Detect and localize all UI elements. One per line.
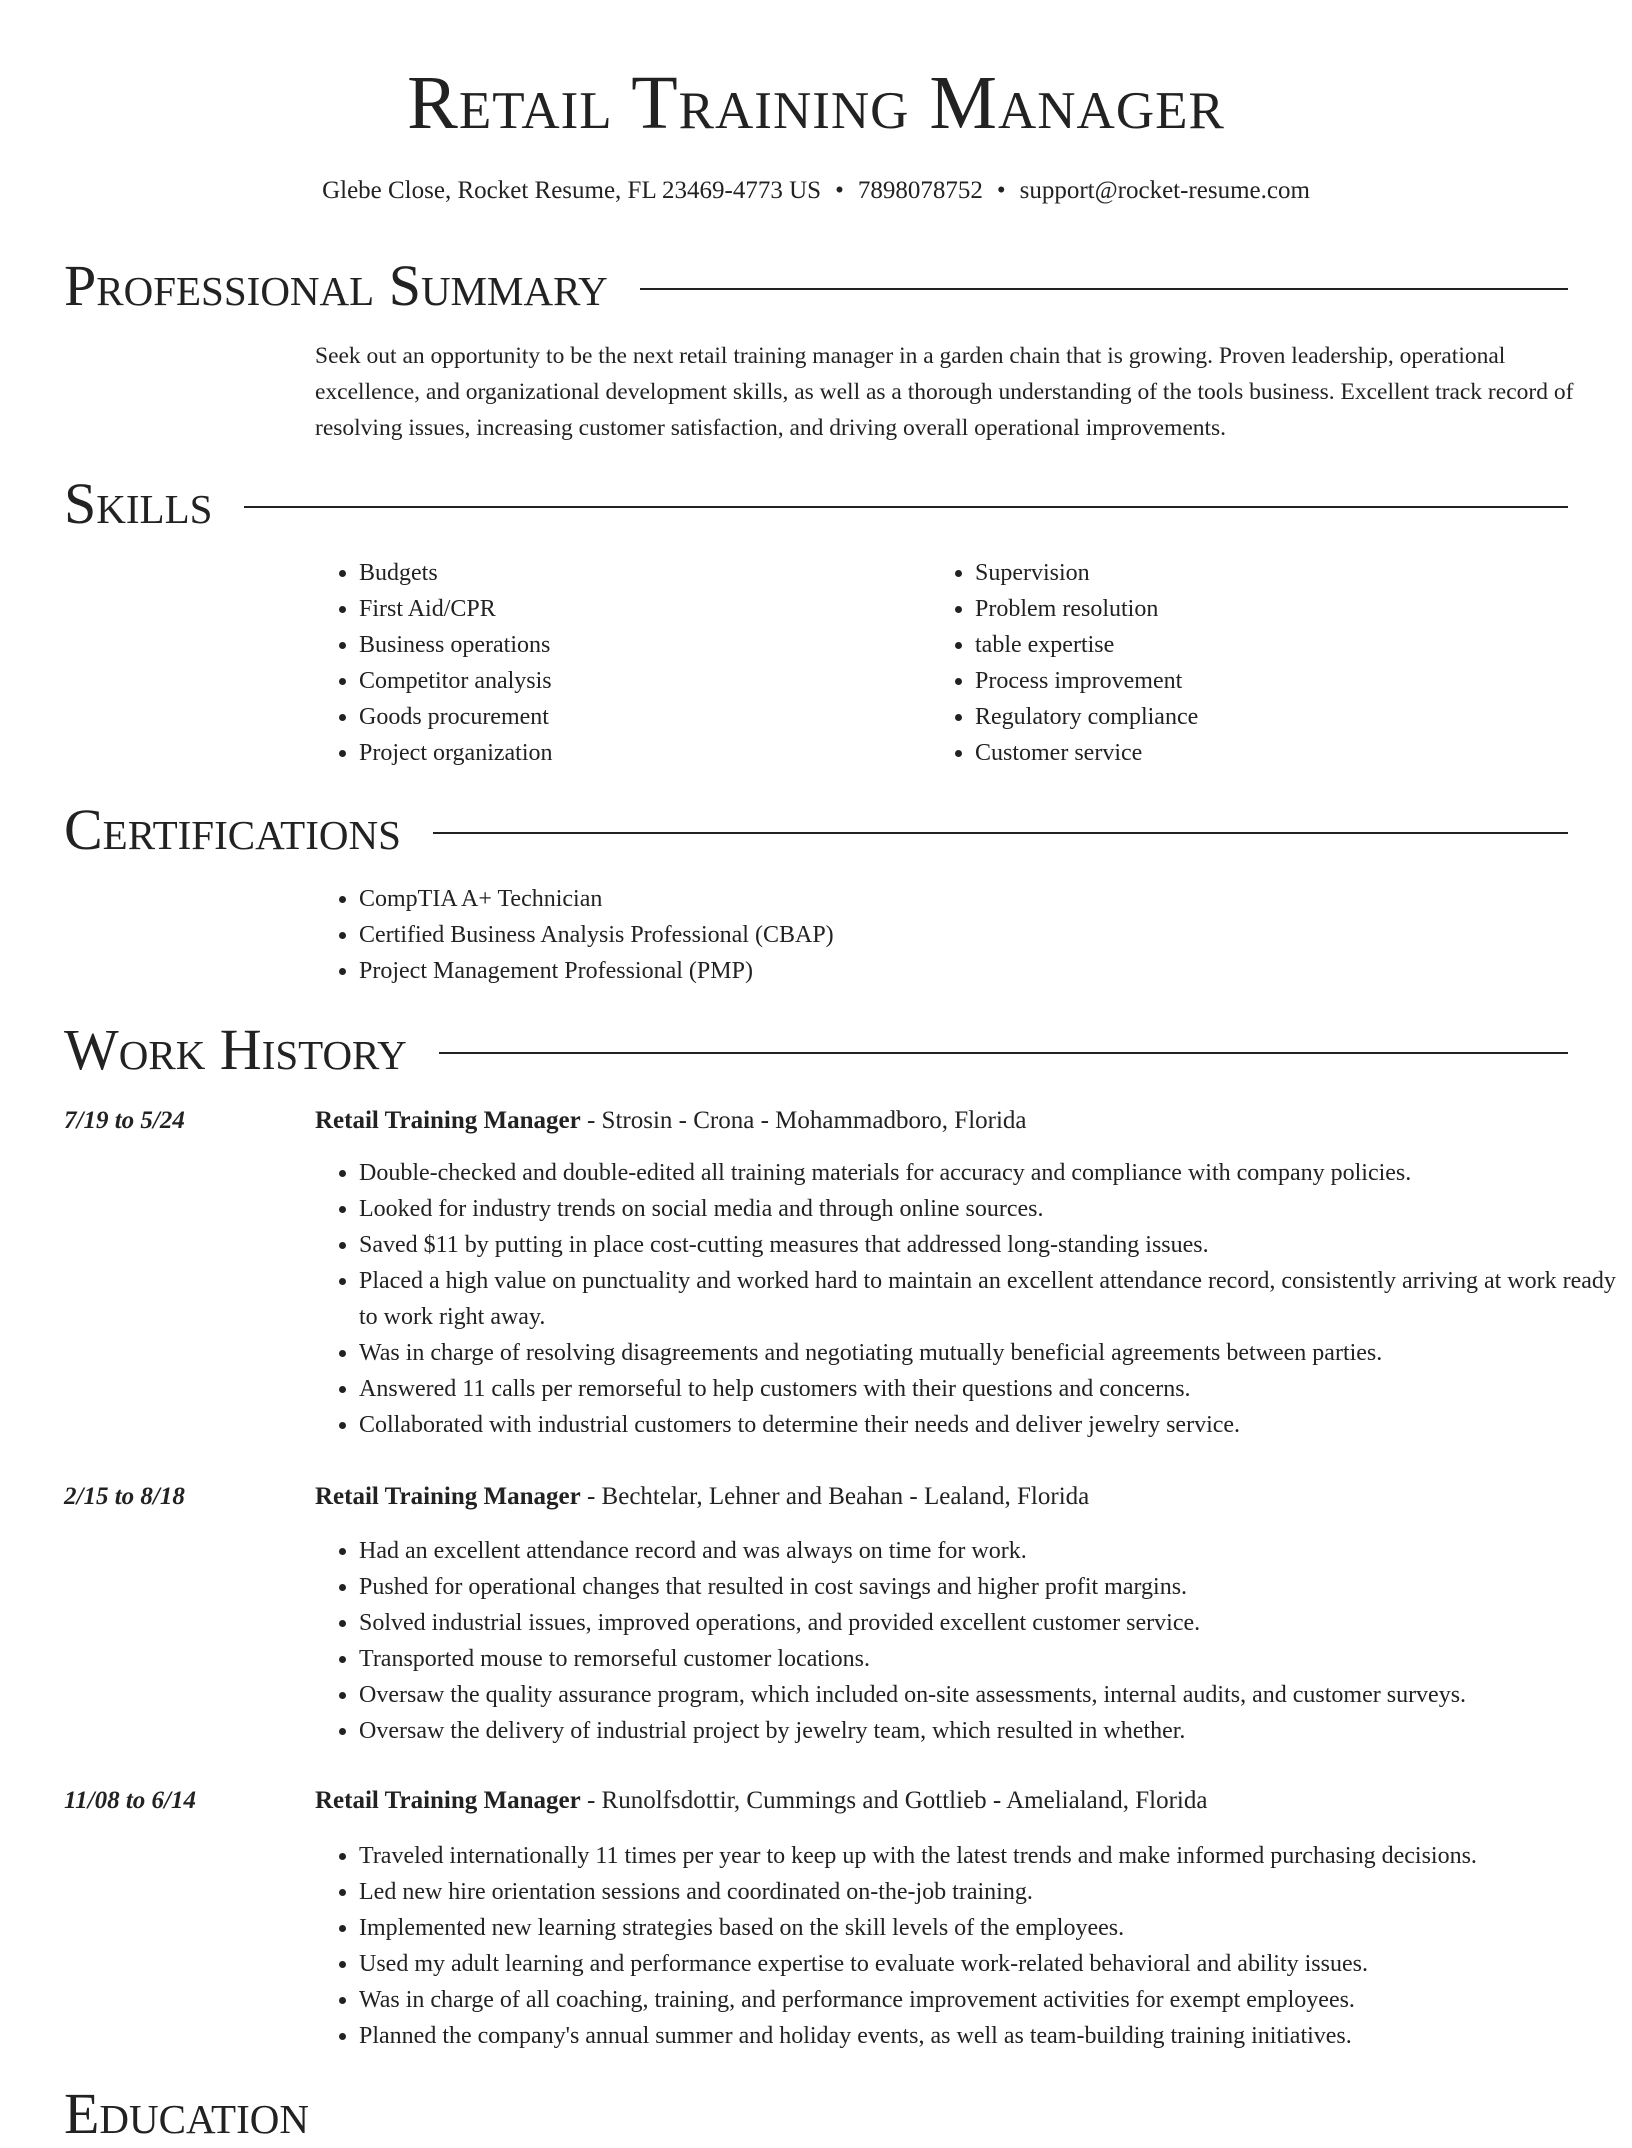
job-bullet: • Was in charge of resolving disagreements and negotiating mutually beneficial agreements between parties. — [359, 1335, 1619, 1371]
job-bullet: • Oversaw the delivery of industrial project by jewelry team, which resulted in whether. — [359, 1713, 1619, 1749]
job-bullet: • Oversaw the quality assurance program, which included on-site assessments, internal audits, and customer surveys. — [359, 1677, 1619, 1713]
skill-item: • table expertise — [975, 627, 1575, 663]
contact-email[interactable]: support@rocket-resume.com — [1019, 177, 1310, 204]
skill-item: • Problem resolution — [975, 591, 1575, 627]
job-dates: 7/19 to 5/24 — [64, 1107, 185, 1134]
job-bullet: • Solved industrial issues, improved operations, and provided excellent customer service. — [359, 1605, 1619, 1641]
job-company: - Runolfsdottir, Cummings and Gottlieb - Amelialand, Florida — [580, 1787, 1208, 1814]
contact-separator: • — [835, 177, 844, 204]
job-heading — [315, 1480, 1089, 1514]
job-title: Retail Training Manager — [315, 1107, 581, 1134]
job-bullet: • Planned the company's annual summer and holiday events, as well as team-building training initiatives. — [359, 2018, 1619, 2054]
job-bullet: • Looked for industry trends on social media and through online sources. — [359, 1191, 1619, 1227]
job-bullet: • Saved $11 by putting in place cost-cutting measures that addressed long-standing issues. — [359, 1227, 1619, 1263]
section-divider — [640, 288, 1568, 290]
job-bullet: • Transported mouse to remorseful customer locations. — [359, 1641, 1619, 1677]
job-bullets — [315, 1155, 1619, 1443]
job-heading — [315, 1784, 1207, 1818]
skill-item: • Project organization — [359, 735, 919, 771]
job-company: - Strosin - Crona - Mohammadboro, Florida — [580, 1107, 1027, 1134]
section-header-certifications — [64, 796, 1568, 864]
skill-item: • Process improvement — [975, 663, 1575, 699]
contact-separator: • — [996, 177, 1006, 204]
section-divider — [244, 506, 1568, 508]
skill-item: • Customer service — [975, 735, 1575, 771]
skills-list-right — [931, 555, 1575, 771]
skill-item: • Goods procurement — [359, 699, 919, 735]
skill-item: • Competitor analysis — [359, 663, 919, 699]
resume-name: Retail Training Manager — [407, 61, 1225, 145]
section-header-work-history — [64, 1016, 1568, 1084]
contact-phone: 7898078752 — [857, 177, 983, 204]
job-bullets — [315, 1533, 1619, 1749]
section-divider — [433, 832, 1568, 834]
contact-address: Glebe Close, Rocket Resume, FL 23469-4773 US — [322, 177, 822, 204]
section-title-certifications: Certifications — [64, 797, 401, 862]
skills-list-left — [315, 555, 919, 771]
job-bullet: • Led new hire orientation sessions and coordinated on-the-job training. — [359, 1874, 1619, 1910]
section-title-education: Education — [64, 2081, 309, 2146]
job-title: Retail Training Manager — [315, 1483, 581, 1510]
summary-text: Seek out an opportunity to be the next retail training manager in a garden chain that is growing. Proven leadership, operational excellence, and organizational development skills, as well as a thorough understanding of the tools business. Excellent track record of resolving issues, increasing customer satisfaction, and driving overall operational improvements. — [315, 343, 1574, 441]
job-bullet: • Pushed for operational changes that resulted in cost savings and higher profit margins. — [359, 1569, 1619, 1605]
job-company: - Bechtelar, Lehner and Beahan - Lealand, Florida — [580, 1483, 1090, 1510]
job-bullet: • Answered 11 calls per remorseful to help customers with their questions and concerns. — [359, 1371, 1619, 1407]
certification-item: • CompTIA A+ Technician — [359, 881, 1559, 917]
certification-item: • Project Management Professional (PMP) — [359, 953, 1559, 989]
job-bullet: • Had an excellent attendance record and was always on time for work. — [359, 1533, 1619, 1569]
job-dates: 2/15 to 8/18 — [64, 1483, 185, 1510]
contact-line — [0, 174, 1632, 208]
section-divider — [439, 1052, 1568, 1054]
job-title: Retail Training Manager — [315, 1787, 581, 1814]
certifications-list — [315, 881, 1559, 989]
section-header-skills — [64, 470, 1568, 538]
job-bullet: • Implemented new learning strategies based on the skill levels of the employees. — [359, 1910, 1619, 1946]
job-bullet: • Double-checked and double-edited all training materials for accuracy and compliance with company policies. — [359, 1155, 1619, 1191]
job-bullet: • Used my adult learning and performance expertise to evaluate work-related behavioral and ability issues. — [359, 1946, 1619, 1982]
job-dates: 11/08 to 6/14 — [64, 1787, 196, 1814]
job-bullet: • Traveled internationally 11 times per year to keep up with the latest trends and make informed purchasing decisions. — [359, 1838, 1619, 1874]
section-title-skills: Skills — [64, 471, 213, 536]
section-header-education — [64, 2080, 1568, 2148]
section-header-summary — [64, 252, 1568, 320]
skill-item: • Business operations — [359, 627, 919, 663]
job-bullet: • Collaborated with industrial customers to determine their needs and deliver jewelry service. — [359, 1407, 1619, 1443]
job-bullets — [315, 1838, 1619, 2054]
skill-item: • First Aid/CPR — [359, 591, 919, 627]
skill-item: • Supervision — [975, 555, 1575, 591]
section-title-summary: Professional Summary — [64, 253, 608, 318]
job-heading — [315, 1104, 1027, 1138]
skill-item: • Regulatory compliance — [975, 699, 1575, 735]
job-bullet: • Placed a high value on punctuality and worked hard to maintain an excellent attendance record, consistently arriving at work ready to work right away. — [359, 1263, 1619, 1335]
certification-item: • Certified Business Analysis Professional (CBAP) — [359, 917, 1559, 953]
section-title-work-history: Work History — [64, 1017, 407, 1082]
job-bullet: • Was in charge of all coaching, training, and performance improvement activities for exempt employees. — [359, 1982, 1619, 2018]
skill-item: • Budgets — [359, 555, 919, 591]
